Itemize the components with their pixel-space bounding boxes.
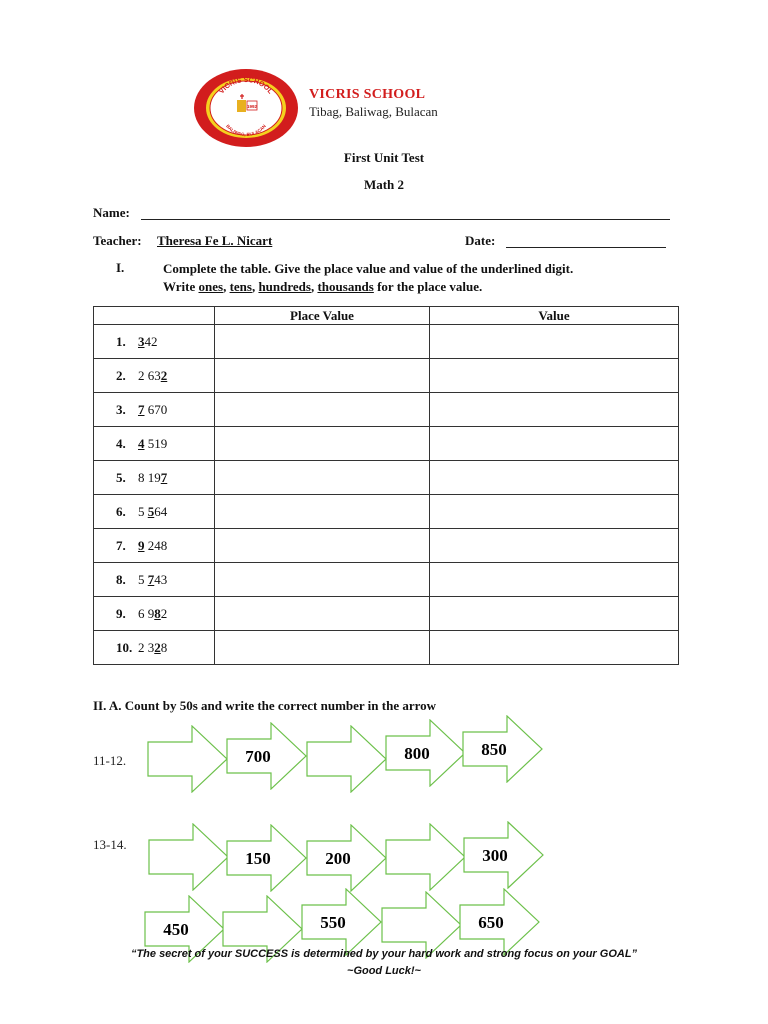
teacher-name: Theresa Fe L. Nicart — [157, 233, 273, 248]
arrow-number: 700 — [245, 747, 271, 766]
item-cell — [94, 427, 215, 461]
item-numeral — [138, 470, 167, 485]
digits-before: 5 — [138, 571, 148, 587]
school-address: Tibag, Baliwag, Bulacan — [309, 104, 438, 119]
digits-after: 42 — [144, 333, 158, 349]
digits-after: 248 — [144, 537, 168, 553]
arrow-box[interactable] — [463, 821, 545, 889]
table-header-row — [94, 307, 679, 325]
value-answer-cell[interactable] — [430, 461, 679, 495]
item-cell — [94, 563, 215, 597]
word-ones: ones — [198, 279, 224, 294]
column-header-place-value: Place Value — [215, 307, 430, 325]
part-one-numeral: I. — [116, 260, 125, 275]
digits-after: 2 — [160, 605, 168, 621]
item-numeral — [138, 538, 167, 553]
digits-after: 519 — [144, 435, 168, 451]
digits-before: 2 63 — [138, 367, 161, 383]
digits-before: 6 9 — [138, 605, 155, 621]
item-number: 6. — [116, 503, 126, 519]
arrow-box[interactable] — [226, 722, 308, 790]
item-cell — [94, 631, 215, 665]
place-value-answer-cell[interactable] — [215, 597, 430, 631]
item-numeral — [138, 640, 167, 655]
item-cell — [94, 325, 215, 359]
part-one-instruction — [163, 260, 703, 296]
value-answer-cell[interactable] — [430, 325, 679, 359]
seal-bottom-text: BALIWAG, BULACAN — [225, 123, 267, 138]
place-value-answer-cell[interactable] — [215, 495, 430, 529]
table-row — [94, 359, 679, 393]
arrow-number: 800 — [404, 744, 430, 763]
value-answer-cell[interactable] — [430, 597, 679, 631]
digits-before: 8 19 — [138, 469, 161, 485]
arrow-number: 450 — [163, 920, 189, 939]
place-value-answer-cell[interactable] — [215, 563, 430, 597]
item-numeral — [138, 334, 158, 349]
arrow-shape — [307, 726, 386, 792]
underlined-digit: 5 — [147, 503, 155, 519]
test-title: First Unit Test — [343, 150, 425, 165]
item-numeral — [138, 368, 167, 383]
place-value-table — [93, 306, 679, 665]
value-answer-cell[interactable] — [430, 529, 679, 563]
arrow-box[interactable] — [306, 824, 388, 892]
underlined-digit: 2 — [154, 639, 161, 655]
place-value-answer-cell[interactable] — [215, 393, 430, 427]
row-label-13-14: 13-14. — [93, 837, 127, 852]
place-value-answer-cell[interactable] — [215, 461, 430, 495]
underlined-digit: 2 — [160, 367, 168, 383]
school-name: VICRIS SCHOOL — [309, 87, 426, 102]
arrow-box[interactable] — [301, 888, 383, 956]
item-cell — [94, 597, 215, 631]
table-row — [94, 461, 679, 495]
arrow-number: 300 — [482, 846, 508, 865]
table-row — [94, 529, 679, 563]
item-number: 5. — [116, 469, 126, 485]
digits-after: 64 — [154, 503, 168, 519]
column-header-item — [94, 307, 215, 325]
digits-after: 8 — [160, 639, 168, 655]
date-label: Date: — [465, 233, 496, 248]
item-numeral — [138, 504, 167, 519]
school-seal-logo — [193, 68, 299, 148]
arrow-number: 550 — [320, 913, 346, 932]
name-field[interactable] — [141, 219, 670, 220]
item-number: 4. — [116, 435, 126, 451]
column-header-value: Value — [430, 307, 679, 325]
item-number: 9. — [116, 605, 126, 621]
underlined-digit: 9 — [138, 537, 145, 553]
value-answer-cell[interactable] — [430, 495, 679, 529]
value-answer-cell[interactable] — [430, 631, 679, 665]
digits-before: 2 3 — [138, 639, 155, 655]
underlined-digit: 4 — [138, 435, 145, 451]
instruction-line-2: Write ones, tens, hundreds, thousands for the place value. — [163, 279, 483, 294]
word-hundreds: hundreds — [258, 279, 311, 294]
teacher-label: Teacher: — [93, 233, 142, 248]
value-answer-cell[interactable] — [430, 427, 679, 461]
word-thousands: thousands — [317, 279, 374, 294]
place-value-answer-cell[interactable] — [215, 529, 430, 563]
arrow-box[interactable] — [147, 725, 229, 793]
arrow-number: 200 — [325, 849, 351, 868]
item-cell — [94, 495, 215, 529]
arrow-shape — [148, 726, 227, 792]
arrow-box[interactable] — [385, 719, 467, 787]
arrow-box[interactable] — [148, 823, 230, 891]
part-two-title: II. A. Count by 50s and write the correct number in the arrow — [93, 698, 437, 713]
underlined-digit: 7 — [147, 571, 155, 587]
value-answer-cell[interactable] — [430, 359, 679, 393]
arrow-box[interactable] — [459, 888, 541, 956]
underlined-digit: 7 — [160, 469, 168, 485]
arrow-box[interactable] — [385, 823, 467, 891]
place-value-answer-cell[interactable] — [215, 325, 430, 359]
table-row — [94, 563, 679, 597]
instruction-line-1: Complete the table. Give the place value and value of the underlined digit. — [163, 261, 574, 276]
arrow-box[interactable] — [462, 715, 544, 783]
place-value-answer-cell[interactable] — [215, 631, 430, 665]
seal-text: VICRIS SCHOOL — [218, 76, 274, 96]
digits-after: 670 — [144, 401, 168, 417]
arrow-shape — [386, 824, 465, 890]
item-number: 2. — [116, 367, 126, 383]
item-number: 8. — [116, 571, 126, 587]
underlined-digit: 3 — [138, 333, 145, 349]
item-number: 10. — [116, 639, 133, 655]
digits-before: 5 — [138, 503, 148, 519]
arrow-shape — [149, 824, 228, 890]
table-row — [94, 495, 679, 529]
item-cell — [94, 529, 215, 563]
arrow-number: 150 — [245, 849, 271, 868]
underlined-digit: 7 — [138, 401, 145, 417]
item-number: 7. — [116, 537, 126, 553]
table-row — [94, 325, 679, 359]
item-numeral — [138, 402, 167, 417]
digits-after: 43 — [154, 571, 168, 587]
arrow-box[interactable] — [306, 725, 388, 793]
item-cell — [94, 393, 215, 427]
table-body — [94, 325, 679, 665]
value-answer-cell[interactable] — [430, 563, 679, 597]
date-field[interactable] — [506, 247, 666, 248]
name-label: Name: — [93, 205, 130, 220]
underlined-digit: 8 — [154, 605, 161, 621]
table-row — [94, 631, 679, 665]
table-row — [94, 393, 679, 427]
arrow-number: 650 — [478, 913, 504, 932]
footer-good-luck: ~Good Luck!~ — [347, 965, 421, 977]
table-row — [94, 427, 679, 461]
seal-year: 1992 — [246, 104, 258, 109]
item-numeral — [138, 436, 167, 451]
place-value-answer-cell[interactable] — [215, 427, 430, 461]
item-number: 3. — [116, 401, 126, 417]
instruction-tail: for the place value. — [377, 279, 483, 294]
arrow-box[interactable] — [226, 824, 308, 892]
item-cell — [94, 461, 215, 495]
item-number: 1. — [116, 333, 126, 349]
place-value-answer-cell[interactable] — [215, 359, 430, 393]
footer-quote: “The secret of your SUCCESS is determined by your hard work and strong focus on your GOAL” — [130, 948, 638, 960]
value-answer-cell[interactable] — [430, 393, 679, 427]
row-label-11-12: 11-12. — [93, 753, 127, 768]
arrow-number: 850 — [481, 740, 507, 759]
item-numeral — [138, 572, 167, 587]
word-tens: tens — [229, 279, 252, 294]
subject-title: Math 2 — [363, 177, 405, 192]
item-cell — [94, 359, 215, 393]
item-numeral — [138, 606, 167, 621]
instruction-write: Write — [163, 279, 196, 294]
table-row — [94, 597, 679, 631]
